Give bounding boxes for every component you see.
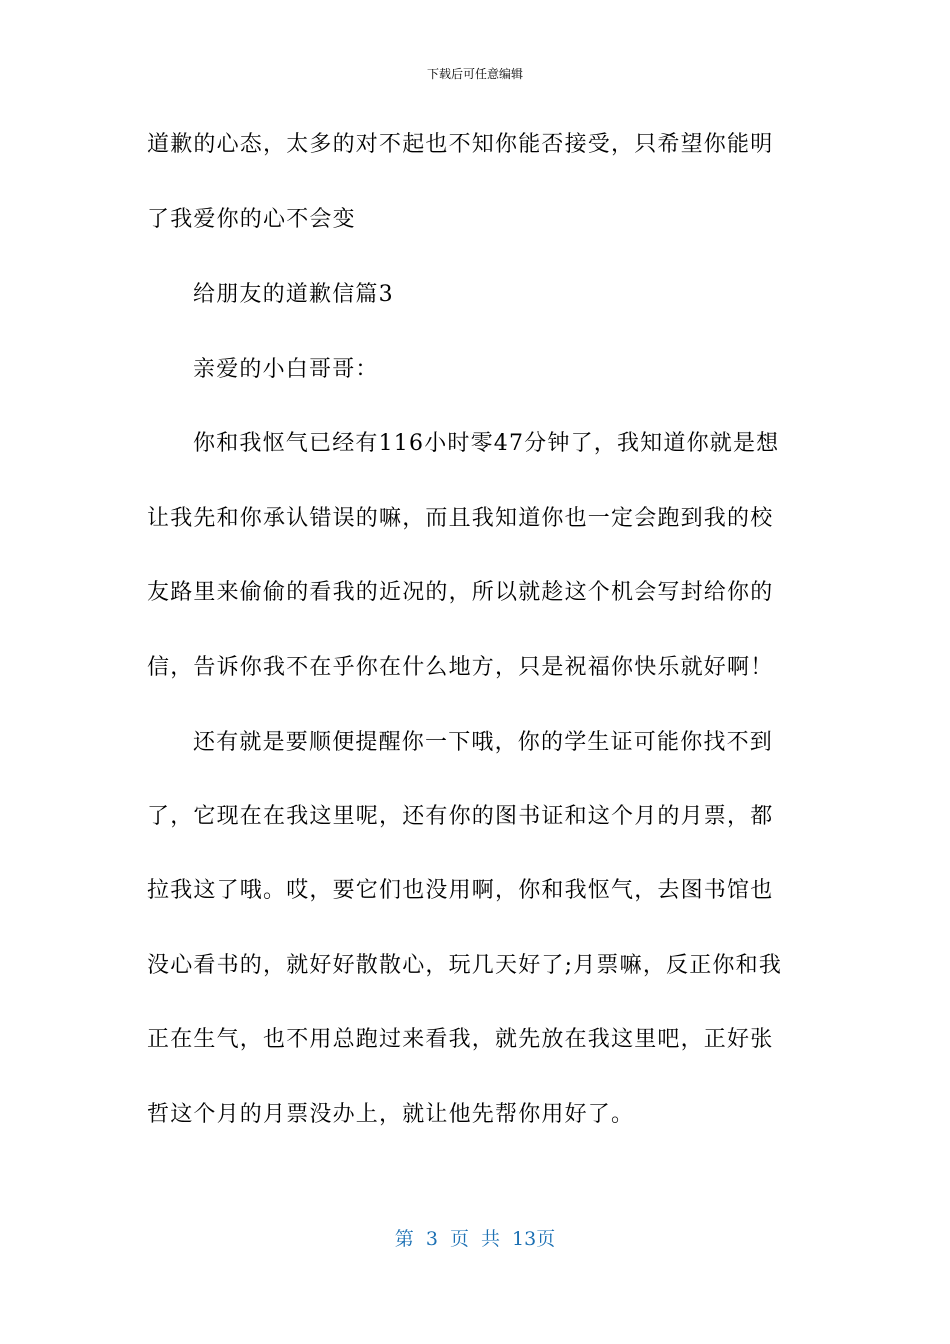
page-number-footer: 第 3 页 共 13页: [394, 1228, 556, 1250]
text-line: 友路里来偷偷的看我的近况的，所以就趁这个机会写封给你的: [147, 580, 774, 605]
text-line: 正在生气，也不用总跑过来看我，就先放在我这里吧，正好张: [147, 1027, 774, 1052]
section-heading: 给朋友的道歉信篇3: [193, 282, 394, 307]
text-line: 你和我怄气已经有116小时零47分钟了，我知道你就是想: [193, 431, 780, 456]
text-line: 哲这个月的月票没办上，就让他先帮你用好了。: [147, 1102, 635, 1127]
text-line: 了我爱你的心不会变: [147, 207, 356, 232]
text-line: 没心看书的，就好好散散心，玩几天好了;月票嘛，反正你和我: [147, 953, 783, 978]
page-header: 下载后可任意编辑: [426, 67, 523, 81]
text-line: 还有就是要顺便提醒你一下哦，你的学生证可能你找不到: [193, 730, 774, 755]
text-line: 了，它现在在我这里呢，还有你的图书证和这个月的月票，都: [147, 804, 774, 829]
text-line: 信，告诉你我不在乎你在什么地方，只是祝福你快乐就好啊！: [147, 655, 774, 680]
salutation: 亲爱的小白哥哥：: [193, 357, 379, 382]
text-line: 道歉的心态，太多的对不起也不知你能否接受，只希望你能明: [147, 132, 774, 157]
text-line: 让我先和你承认错误的嘛，而且我知道你也一定会跑到我的校: [147, 506, 774, 531]
text-line: 拉我这了哦。哎，要它们也没用啊，你和我怄气，去图书馆也: [147, 878, 774, 903]
